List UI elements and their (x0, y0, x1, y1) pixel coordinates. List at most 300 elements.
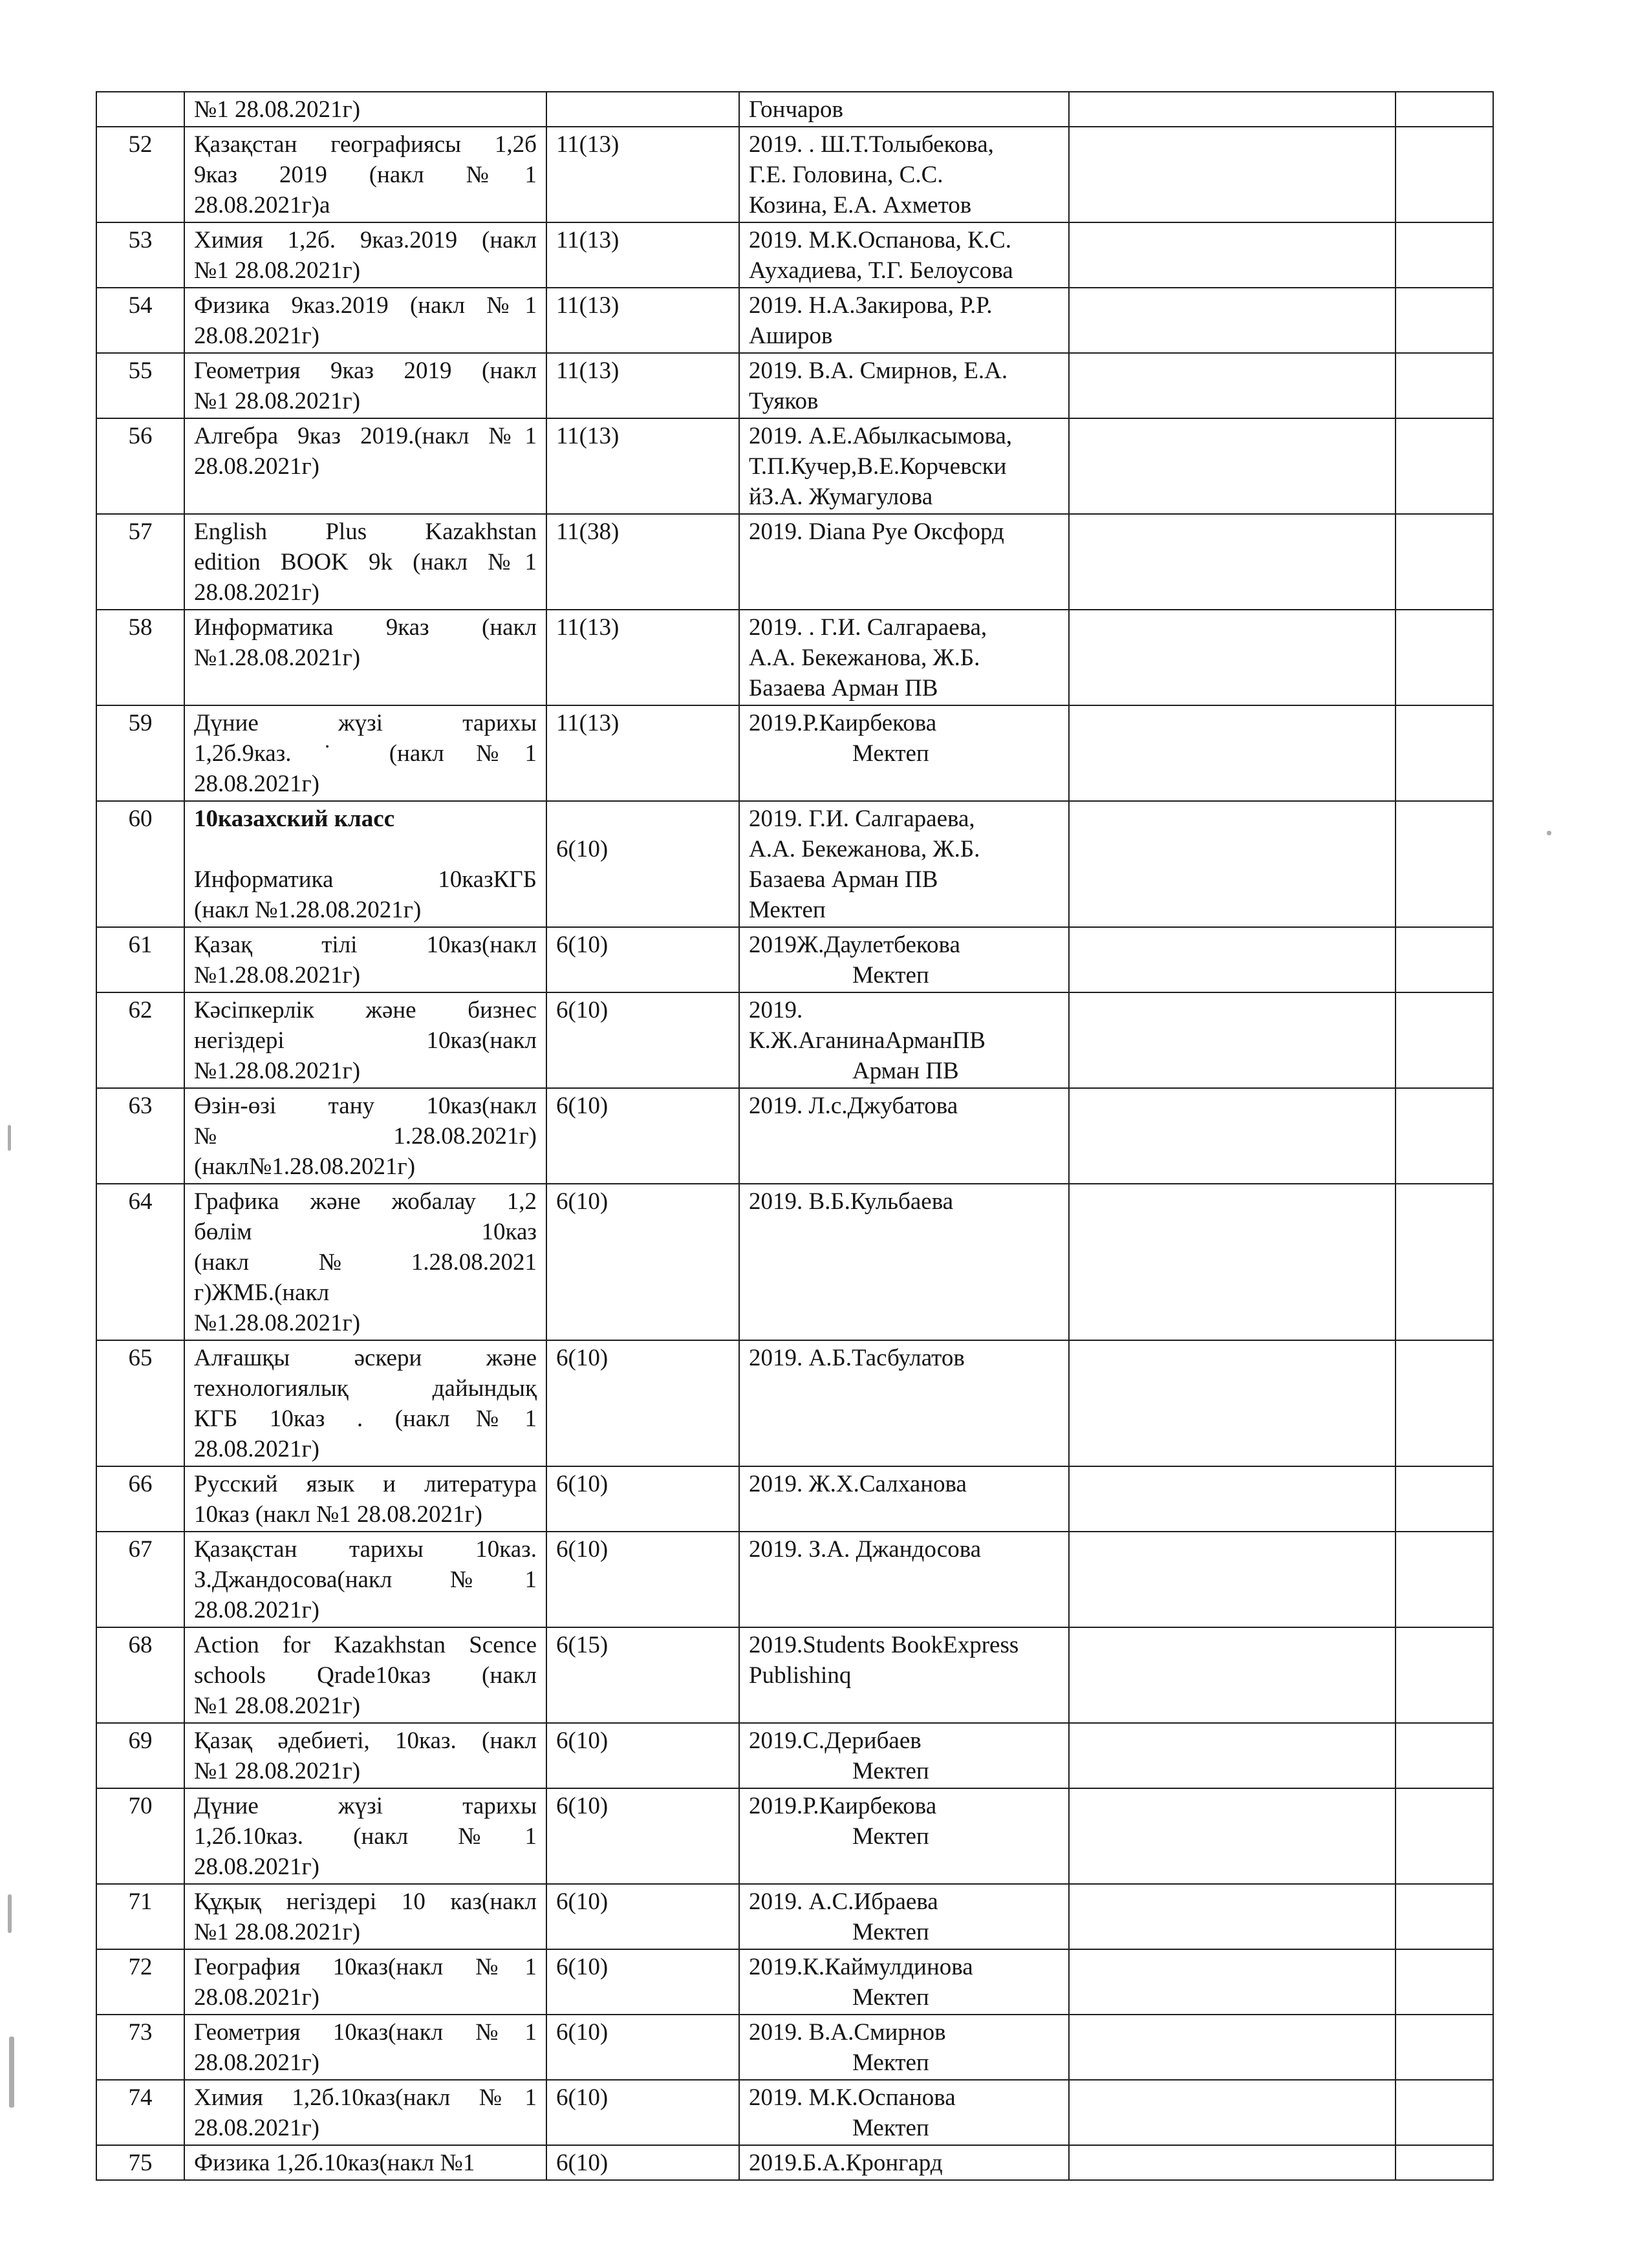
table-row (96, 801, 1493, 927)
author-publisher (739, 418, 1069, 514)
author-line: 2019. Г.И. Салгараева, (749, 806, 975, 832)
empty-cell-a (1069, 288, 1396, 353)
table-row (96, 1532, 1493, 1627)
title-line: Action for Kazakhstan Scence (194, 1632, 537, 1658)
row-number: 71 (96, 1884, 184, 1949)
title-line: №1.28.08.2021г) (194, 645, 361, 671)
quantity-value: 6(10) (556, 836, 609, 862)
quantity (546, 222, 739, 288)
title-line: 28.08.2021г)а (194, 192, 330, 219)
book-title (184, 92, 546, 127)
quantity (546, 514, 739, 610)
title-line: 28.08.2021г) (194, 1597, 319, 1623)
author-publisher (739, 1723, 1069, 1788)
table-row (96, 705, 1493, 801)
table-row (96, 2015, 1493, 2080)
row-number: 75 (96, 2145, 184, 2180)
quantity (546, 1723, 739, 1788)
table-row (96, 1466, 1493, 1532)
title-line: №1.28.08.2021г) (194, 962, 361, 989)
book-title (184, 1532, 546, 1627)
empty-cell-b (1396, 418, 1493, 514)
empty-cell-a (1069, 418, 1396, 514)
table-row (96, 1627, 1493, 1723)
quantity (546, 418, 739, 514)
quantity-value: 6(10) (556, 1793, 609, 1819)
quantity (546, 1340, 739, 1466)
spacer (194, 834, 537, 864)
row-number (96, 92, 184, 127)
table-row (96, 288, 1493, 353)
row-number: 60 (96, 801, 184, 927)
author-line: К.Ж.АганинаАрманПВ (749, 1027, 986, 1054)
quantity-value: 11(13) (556, 710, 620, 736)
book-title (184, 2015, 546, 2080)
empty-cell-b (1396, 1340, 1493, 1466)
author-line: 2019. (749, 997, 803, 1023)
empty-cell-a (1069, 92, 1396, 127)
row-number: 55 (96, 353, 184, 418)
title-line: №1.28.08.2021г) (194, 1310, 361, 1336)
quantity (546, 2015, 739, 2080)
author-line: 2019. А.Б.Тасбулатов (749, 1345, 965, 1371)
quantity (546, 927, 739, 992)
author-publisher (739, 927, 1069, 992)
author-line: 2019.С.Дерибаев (749, 1728, 921, 1754)
author-publisher (739, 288, 1069, 353)
quantity-value: 11(13) (556, 292, 620, 319)
empty-cell-b (1396, 801, 1493, 927)
book-title (184, 353, 546, 418)
quantity (546, 1627, 739, 1723)
author-line: 2019. М.К.Оспанова (749, 2084, 956, 2111)
title-line: Дүние жүзі тарихы (194, 710, 537, 736)
book-title (184, 1884, 546, 1949)
row-number: 68 (96, 1627, 184, 1723)
quantity-value: 6(10) (556, 2150, 609, 2176)
book-title (184, 127, 546, 222)
book-title (184, 514, 546, 610)
title-line: 28.08.2021г) (194, 2049, 319, 2076)
empty-cell-a (1069, 801, 1396, 927)
author-line: 2019.Р.Каирбекова (749, 1793, 937, 1819)
author-line: Г.Е. Головина, С.С. (749, 162, 943, 188)
table-row (96, 222, 1493, 288)
textbook-table (96, 91, 1494, 2181)
empty-cell-a (1069, 1340, 1396, 1466)
title-line: Кәсіпкерлік және бизнес (194, 997, 537, 1023)
title-line: Химия 1,2б. 9каз.2019 (накл (194, 227, 537, 253)
author-line: 2019.Р.Каирбекова (749, 710, 937, 736)
title-line: З.Джандосова(накл №1 (194, 1567, 537, 1593)
empty-cell-a (1069, 1949, 1396, 2015)
empty-cell-b (1396, 92, 1493, 127)
scan-artifact (1547, 831, 1551, 835)
title-line: №1 28.08.2021г) (194, 1758, 361, 1784)
table-row (96, 1788, 1493, 1884)
book-title (184, 801, 546, 927)
quantity-value: 6(10) (556, 2084, 609, 2111)
author-publisher (739, 92, 1069, 127)
author-line: Мектеп (852, 2115, 929, 2141)
title-line: Геометрия 10каз(накл №1 (194, 2019, 537, 2046)
title-line: 9каз 2019 (накл №1 (194, 162, 537, 188)
book-title (184, 992, 546, 1088)
book-title (184, 1340, 546, 1466)
quantity (546, 92, 739, 127)
empty-cell-b (1396, 1532, 1493, 1627)
author-line: Аширов (749, 323, 833, 349)
title-line: бөлім 10каз (194, 1219, 537, 1245)
author-line: 2019. В.А.Смирнов (749, 2019, 946, 2046)
title-line: Қазақстан тарихы 10каз. (194, 1536, 537, 1563)
author-line: Т.П.Кучер,В.Е.Корчевски (749, 453, 1007, 480)
row-number: 57 (96, 514, 184, 610)
quantity (546, 1788, 739, 1884)
quantity-value: 6(10) (556, 1471, 609, 1497)
table-row (96, 927, 1493, 992)
title-line: технологиялық дайындық (194, 1375, 537, 1402)
title-line: Физика 9каз.2019 (накл №1 (194, 292, 537, 319)
author-line: йЗ.А. Жумагулова (749, 484, 933, 510)
author-line: Мектеп (852, 740, 929, 767)
author-line: 2019. Ж.Х.Салханова (749, 1471, 967, 1497)
title-line: 28.08.2021г) (194, 453, 319, 480)
title-line: 10каз (накл №1 28.08.2021г) (194, 1501, 482, 1528)
quantity-value: 6(10) (556, 932, 609, 958)
title-line: schools Qrade10каз (накл (194, 1662, 537, 1689)
empty-cell-a (1069, 2080, 1396, 2145)
quantity-value: 6(10) (556, 1888, 609, 1915)
row-number: 65 (96, 1340, 184, 1466)
author-publisher (739, 705, 1069, 801)
author-line: 2019. . Г.И. Салгараева, (749, 614, 987, 641)
row-number: 67 (96, 1532, 184, 1627)
title-line: (накл№1.28.08.2021 (194, 1249, 537, 1276)
author-publisher (739, 1184, 1069, 1340)
empty-cell-b (1396, 992, 1493, 1088)
author-publisher (739, 610, 1069, 705)
quantity (546, 1088, 739, 1184)
empty-cell-a (1069, 2015, 1396, 2080)
empty-cell-b (1396, 1788, 1493, 1884)
quantity-value: 11(13) (556, 227, 620, 253)
row-number: 52 (96, 127, 184, 222)
author-line: Гончаров (749, 96, 843, 123)
title-line: Информатика 10казКГБ (194, 866, 537, 893)
title-line: Қазақ әдебиеті, 10каз. (накл (194, 1728, 537, 1754)
empty-cell-b (1396, 705, 1493, 801)
empty-cell-a (1069, 222, 1396, 288)
quantity (546, 1466, 739, 1532)
table-row (96, 418, 1493, 514)
title-line: Информатика 9каз (накл (194, 614, 537, 641)
title-line: Қазақстан географиясы 1,2б (194, 131, 537, 158)
author-publisher (739, 2080, 1069, 2145)
title-line: 28.08.2021г) (194, 579, 319, 606)
author-line: 2019. А.Е.Абылкасымова, (749, 423, 1012, 449)
author-line: 2019. Л.с.Джубатова (749, 1093, 958, 1119)
author-line: 2019. . Ш.Т.Толыбекова, (749, 131, 994, 158)
title-line: №1 28.08.2021г) (194, 1693, 361, 1719)
book-title (184, 610, 546, 705)
author-line: А.А. Бекежанова, Ж.Б. (749, 836, 980, 862)
book-title (184, 1184, 546, 1340)
author-publisher (739, 514, 1069, 610)
book-title (184, 1949, 546, 2015)
empty-cell-a (1069, 1723, 1396, 1788)
quantity-value: 6(10) (556, 997, 609, 1023)
author-publisher (739, 1532, 1069, 1627)
row-number: 53 (96, 222, 184, 288)
book-title (184, 1788, 546, 1884)
quantity (546, 1949, 739, 2015)
empty-cell-a (1069, 992, 1396, 1088)
author-line: 2019. В.Б.Кульбаева (749, 1188, 954, 1215)
table-row (96, 127, 1493, 222)
quantity-value: 6(10) (556, 1345, 609, 1371)
author-line: Мектеп (749, 897, 826, 923)
title-line: Русский язык и литература (194, 1471, 537, 1497)
quantity-value: 6(10) (556, 1536, 609, 1563)
book-title (184, 705, 546, 801)
row-number: 64 (96, 1184, 184, 1340)
author-publisher (739, 801, 1069, 927)
book-title (184, 1466, 546, 1532)
row-number: 69 (96, 1723, 184, 1788)
table-row (96, 2080, 1493, 2145)
empty-cell-b (1396, 2145, 1493, 2180)
title-line: 28.08.2021г) (194, 2115, 319, 2141)
empty-cell-a (1069, 514, 1396, 610)
author-publisher (739, 2145, 1069, 2180)
empty-cell-b (1396, 222, 1493, 288)
empty-cell-a (1069, 127, 1396, 222)
author-line: Мектеп (852, 1984, 929, 2011)
author-publisher (739, 1340, 1069, 1466)
book-title (184, 222, 546, 288)
book-title (184, 1088, 546, 1184)
author-line: А.А. Бекежанова, Ж.Б. (749, 645, 980, 671)
scan-artifact (8, 1894, 12, 1933)
empty-cell-b (1396, 1723, 1493, 1788)
row-number: 61 (96, 927, 184, 992)
empty-cell-b (1396, 1627, 1493, 1723)
empty-cell-b (1396, 353, 1493, 418)
book-title (184, 288, 546, 353)
author-publisher (739, 1088, 1069, 1184)
empty-cell-b (1396, 1088, 1493, 1184)
title-line: №1 28.08.2021г) (194, 257, 361, 284)
author-publisher (739, 1466, 1069, 1532)
quantity (546, 353, 739, 418)
row-number: 70 (96, 1788, 184, 1884)
author-line: Туяков (749, 388, 819, 414)
title-line: №1.28.08.2021г) (194, 1123, 537, 1150)
empty-cell-b (1396, 288, 1493, 353)
empty-cell-a (1069, 1466, 1396, 1532)
title-line: 28.08.2021г) (194, 1436, 319, 1462)
title-line: г)ЖМБ.(накл (194, 1279, 330, 1306)
title-line: edition BOOK 9k (накл №1 (194, 549, 537, 575)
quantity (546, 1184, 739, 1340)
author-line: 2019. М.К.Оспанова, К.С. (749, 227, 1012, 253)
author-publisher (739, 1627, 1069, 1723)
quantity-value: 11(13) (556, 131, 620, 158)
quantity (546, 1884, 739, 1949)
book-title (184, 1723, 546, 1788)
empty-cell-a (1069, 1532, 1396, 1627)
table-row (96, 1949, 1493, 2015)
title-line: Алгебра 9каз 2019.(накл №1 (194, 423, 537, 449)
row-number: 54 (96, 288, 184, 353)
table-row (96, 92, 1493, 127)
empty-cell-b (1396, 514, 1493, 610)
quantity (546, 127, 739, 222)
author-line: 2019. Н.А.Закирова, Р.Р. (749, 292, 993, 319)
quantity-value: 11(38) (556, 519, 620, 545)
quantity-value: 6(10) (556, 2019, 609, 2046)
quantity-value: 11(13) (556, 423, 620, 449)
book-title (184, 418, 546, 514)
quantity-value: 11(13) (556, 358, 620, 384)
empty-cell-a (1069, 610, 1396, 705)
book-title (184, 2080, 546, 2145)
quantity-value: 6(10) (556, 1954, 609, 1980)
title-line: №1 28.08.2021г) (194, 1919, 361, 1945)
quantity-value: 6(10) (556, 1093, 609, 1119)
row-number: 66 (96, 1466, 184, 1532)
author-publisher (739, 2015, 1069, 2080)
table-row (96, 1088, 1493, 1184)
author-line: Мектеп (852, 962, 929, 989)
title-line: 28.08.2021г) (194, 771, 319, 797)
empty-cell-b (1396, 1884, 1493, 1949)
row-number: 58 (96, 610, 184, 705)
quantity (546, 801, 739, 927)
class-heading: 10казахский класс (194, 806, 395, 832)
author-line: 2019. А.С.Ибраева (749, 1888, 938, 1915)
quantity (546, 1532, 739, 1627)
author-publisher (739, 1949, 1069, 2015)
empty-cell-b (1396, 1184, 1493, 1340)
quantity-value: 6(10) (556, 1728, 609, 1754)
quantity-value: 6(10) (556, 1188, 609, 1215)
title-line: (накл №1.28.08.2021г) (194, 897, 422, 923)
table-row (96, 992, 1493, 1088)
title-line: КГБ 10каз . (накл№1 (194, 1406, 537, 1432)
table-row (96, 514, 1493, 610)
title-line: 28.08.2021г) (194, 1984, 319, 2011)
empty-cell-a (1069, 353, 1396, 418)
title-line: (накл№1.28.08.2021г) (194, 1153, 416, 1180)
row-number: 62 (96, 992, 184, 1088)
title-line: Алғашқы әскери және (194, 1345, 537, 1371)
scan-artifact (9, 2037, 14, 2108)
author-line: Publishinq (749, 1662, 852, 1689)
empty-cell-b (1396, 127, 1493, 222)
title-line: Химия 1,2б.10каз(накл №1 (194, 2084, 537, 2111)
title-line: Физика 1,2б.10каз(накл №1 (194, 2150, 475, 2176)
empty-cell-b (1396, 610, 1493, 705)
author-line: Базаева Арман ПВ (749, 866, 938, 893)
title-line: Өзін-өзі тану 10каз(накл (194, 1093, 537, 1119)
table-row (96, 1184, 1493, 1340)
scan-artifact (8, 1125, 11, 1151)
quantity-value: 6(15) (556, 1632, 609, 1658)
row-number: 74 (96, 2080, 184, 2145)
author-publisher (739, 222, 1069, 288)
book-title (184, 1627, 546, 1723)
author-publisher (739, 1788, 1069, 1884)
title-line: Дүние жүзі тарихы (194, 1793, 537, 1819)
empty-cell-a (1069, 1088, 1396, 1184)
empty-cell-b (1396, 2015, 1493, 2080)
title-line: Графика және жобалау 1,2 (194, 1188, 537, 1215)
table-row (96, 2145, 1493, 2180)
author-line: Базаева Арман ПВ (749, 675, 938, 701)
author-line: Мектеп (852, 1919, 929, 1945)
empty-cell-a (1069, 1627, 1396, 1723)
author-line: 2019.Б.А.Кронгард (749, 2150, 943, 2176)
table-row (96, 1723, 1493, 1788)
quantity (546, 288, 739, 353)
table-row (96, 610, 1493, 705)
book-title (184, 927, 546, 992)
title-line: 1,2б.9каз. ˙ (накл №1 (194, 740, 537, 767)
empty-cell-b (1396, 1949, 1493, 2015)
quantity (546, 2145, 739, 2180)
author-line: 2019. Diana Pye Оксфорд (749, 519, 1004, 545)
title-line: №1 28.08.2021г) (194, 96, 361, 123)
title-line: Қазақ тілі 10каз(накл (194, 932, 537, 958)
author-line: Мектеп (852, 1823, 929, 1850)
empty-cell-a (1069, 1184, 1396, 1340)
quantity-value: 11(13) (556, 614, 620, 641)
author-line: Арман ПВ (852, 1058, 959, 1084)
empty-cell-b (1396, 1466, 1493, 1532)
author-line: 2019Ж.Даулетбекова (749, 932, 960, 958)
title-line: 1,2б.10каз. (накл №1 (194, 1823, 537, 1850)
author-publisher (739, 127, 1069, 222)
empty-cell-b (1396, 2080, 1493, 2145)
title-line: №1.28.08.2021г) (194, 1058, 361, 1084)
quantity (546, 992, 739, 1088)
table-row (96, 1884, 1493, 1949)
quantity (546, 2080, 739, 2145)
row-number: 56 (96, 418, 184, 514)
author-publisher (739, 353, 1069, 418)
title-line: 28.08.2021г) (194, 323, 319, 349)
table-body (96, 92, 1493, 2180)
author-line: Мектеп (852, 2049, 929, 2076)
author-line: Козина, Е.А. Ахметов (749, 192, 972, 219)
title-line: Геометрия 9каз 2019 (накл (194, 358, 537, 384)
quantity (546, 705, 739, 801)
empty-cell-a (1069, 927, 1396, 992)
author-publisher (739, 992, 1069, 1088)
book-title (184, 2145, 546, 2180)
title-line: 28.08.2021г) (194, 1854, 319, 1880)
table-row (96, 353, 1493, 418)
author-line: Аухадиева, Т.Г. Белоусова (749, 257, 1013, 284)
author-publisher (739, 1884, 1069, 1949)
row-number: 59 (96, 705, 184, 801)
empty-cell-a (1069, 2145, 1396, 2180)
empty-cell-a (1069, 1884, 1396, 1949)
quantity (546, 610, 739, 705)
author-line: Мектеп (852, 1758, 929, 1784)
